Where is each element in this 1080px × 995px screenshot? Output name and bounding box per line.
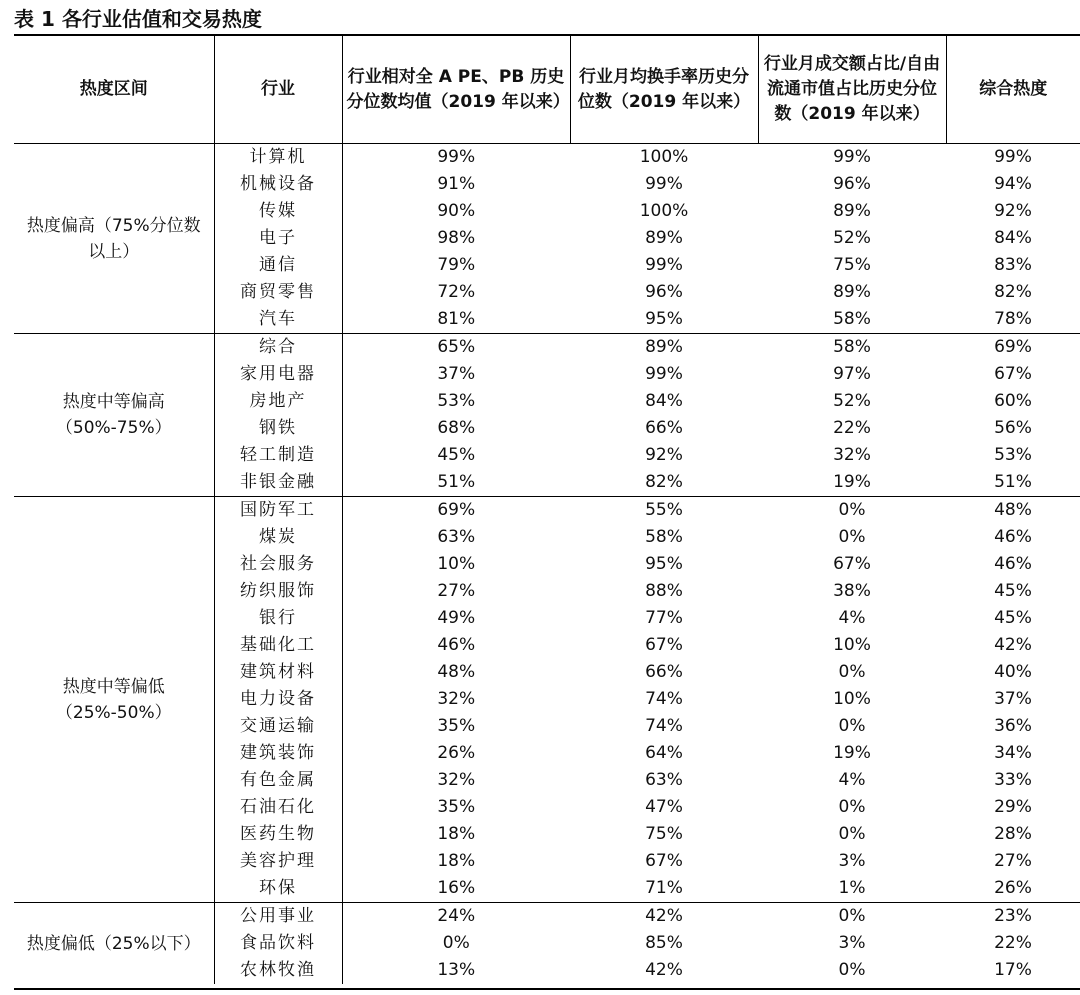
- turnover-cell: 84%: [645, 391, 683, 411]
- valuation-cell: 18%: [437, 824, 476, 844]
- valuation-cell: 46%: [437, 635, 476, 655]
- composite-heat-cell: 28%: [994, 824, 1032, 844]
- turnover-cell: 77%: [645, 608, 683, 628]
- table-row: [14, 497, 1080, 525]
- valuation-cell: 68%: [437, 418, 476, 438]
- industry-cell: 综合: [214, 334, 342, 362]
- valuation-cell: 24%: [342, 903, 570, 931]
- turnover-cell: 64%: [645, 743, 683, 763]
- volume-share-cell: 0%: [838, 716, 866, 736]
- industry-cell: 传媒: [214, 198, 342, 225]
- industry-cell: 建筑装饰: [214, 740, 342, 767]
- turnover-cell: 85%: [645, 933, 683, 953]
- industry-cell: 社会服务: [214, 551, 342, 578]
- turnover-cell: 71%: [645, 878, 683, 898]
- valuation-cell: 32%: [437, 689, 476, 709]
- header-turnover-percentile: 行业月均换手率历史分位数（2019 年以来）: [570, 36, 758, 144]
- valuation-cell: 27%: [437, 581, 476, 601]
- volume-share-cell: 1%: [838, 878, 866, 898]
- industry-cell: 轻工制造: [214, 442, 342, 469]
- industry-cell: 银行: [214, 605, 342, 632]
- industry-cell: 钢铁: [214, 415, 342, 442]
- volume-share-cell: 3%: [838, 851, 866, 871]
- industry-cell: 电力设备: [214, 686, 342, 713]
- industry-cell: 环保: [214, 875, 342, 903]
- industry-cell: 美容护理: [214, 848, 342, 875]
- volume-share-cell: 4%: [838, 608, 866, 628]
- composite-heat-cell: 51%: [994, 472, 1032, 492]
- industry-cell: 医药生物: [214, 821, 342, 848]
- volume-share-cell: 97%: [833, 364, 871, 384]
- turnover-cell: 92%: [645, 445, 683, 465]
- valuation-cell: 18%: [437, 851, 476, 871]
- turnover-cell: 66%: [645, 662, 683, 682]
- turnover-cell: 89%: [570, 334, 758, 362]
- valuation-cell: 69%: [342, 497, 570, 525]
- valuation-cell: 0%: [442, 933, 470, 953]
- industry-cell: 机械设备: [214, 171, 342, 198]
- bottom-rule: [14, 988, 1080, 990]
- turnover-cell: 89%: [645, 228, 683, 248]
- industry-cell: 煤炭: [214, 524, 342, 551]
- turnover-cell: 74%: [645, 689, 683, 709]
- composite-heat-cell: 45%: [994, 608, 1032, 628]
- valuation-cell: 45%: [437, 445, 476, 465]
- header-row: [14, 36, 1080, 144]
- zone-cell: 热度中等偏低（25%-50%）: [14, 497, 214, 903]
- volume-share-cell: 0%: [758, 903, 946, 931]
- volume-share-cell: 22%: [833, 418, 871, 438]
- volume-share-cell: 19%: [833, 472, 871, 492]
- header-valuation-percentile: 行业相对全 A PE、PB 历史分位数均值（2019 年以来）: [342, 36, 570, 144]
- turnover-cell: 67%: [645, 851, 683, 871]
- zone-cell: 热度偏低（25%以下）: [14, 903, 214, 985]
- composite-heat-cell: 82%: [994, 282, 1032, 302]
- valuation-cell: 13%: [437, 960, 476, 980]
- turnover-cell: 47%: [645, 797, 683, 817]
- industry-cell: 建筑材料: [214, 659, 342, 686]
- header-industry: 行业: [214, 36, 342, 144]
- industry-cell: 家用电器: [214, 361, 342, 388]
- industry-cell: 房地产: [214, 388, 342, 415]
- volume-share-cell: 0%: [758, 497, 946, 525]
- industry-cell: 通信: [214, 252, 342, 279]
- valuation-cell: 26%: [437, 743, 476, 763]
- valuation-cell: 10%: [437, 554, 476, 574]
- volume-share-cell: 96%: [833, 174, 871, 194]
- composite-heat-cell: 22%: [994, 933, 1032, 953]
- header-volume-share-percentile: 行业月成交额占比/自由流通市值占比历史分位数（2019 年以来）: [758, 36, 946, 144]
- volume-share-cell: 0%: [838, 662, 866, 682]
- zone-cell: 热度中等偏高（50%-75%）: [14, 334, 214, 497]
- composite-heat-cell: 60%: [994, 391, 1032, 411]
- table-row: [14, 144, 1080, 172]
- valuation-cell: 63%: [437, 527, 476, 547]
- turnover-cell: 82%: [645, 472, 683, 492]
- composite-heat-cell: 48%: [946, 497, 1080, 525]
- valuation-cell: 16%: [437, 878, 476, 898]
- industry-cell: 农林牧渔: [214, 957, 342, 984]
- composite-heat-cell: 37%: [994, 689, 1032, 709]
- industry-cell: 国防军工: [214, 497, 342, 525]
- header-composite-heat: 综合热度: [946, 36, 1080, 144]
- composite-heat-cell: 46%: [994, 527, 1032, 547]
- valuation-cell: 35%: [437, 797, 476, 817]
- composite-heat-cell: 56%: [994, 418, 1032, 438]
- industry-cell: 公用事业: [214, 903, 342, 931]
- composite-heat-cell: 33%: [994, 770, 1032, 790]
- volume-share-cell: 3%: [838, 933, 866, 953]
- valuation-cell: 53%: [437, 391, 476, 411]
- valuation-cell: 65%: [342, 334, 570, 362]
- volume-share-cell: 0%: [838, 960, 866, 980]
- volume-share-cell: 0%: [838, 824, 866, 844]
- turnover-cell: 88%: [645, 581, 683, 601]
- volume-share-cell: 67%: [833, 554, 871, 574]
- valuation-cell: 81%: [437, 309, 476, 329]
- turnover-cell: 74%: [645, 716, 683, 736]
- turnover-cell: 99%: [645, 174, 683, 194]
- valuation-cell: 35%: [437, 716, 476, 736]
- valuation-cell: 79%: [437, 255, 476, 275]
- valuation-cell: 98%: [437, 228, 476, 248]
- turnover-cell: 75%: [645, 824, 683, 844]
- turnover-cell: 95%: [645, 309, 683, 329]
- turnover-cell: 58%: [645, 527, 683, 547]
- volume-share-cell: 0%: [838, 527, 866, 547]
- valuation-cell: 37%: [437, 364, 476, 384]
- industry-cell: 汽车: [214, 306, 342, 334]
- zone-cell: 热度偏高（75%分位数以上）: [14, 144, 214, 334]
- composite-heat-cell: 67%: [994, 364, 1032, 384]
- composite-heat-cell: 26%: [994, 878, 1032, 898]
- composite-heat-cell: 45%: [994, 581, 1032, 601]
- volume-share-cell: 52%: [833, 391, 871, 411]
- volume-share-cell: 19%: [833, 743, 871, 763]
- composite-heat-cell: 29%: [994, 797, 1032, 817]
- volume-share-cell: 52%: [833, 228, 871, 248]
- industry-cell: 石油石化: [214, 794, 342, 821]
- industry-cell: 商贸零售: [214, 279, 342, 306]
- composite-heat-cell: 23%: [946, 903, 1080, 931]
- valuation-cell: 91%: [437, 174, 476, 194]
- composite-heat-cell: 42%: [994, 635, 1032, 655]
- industry-cell: 有色金属: [214, 767, 342, 794]
- industry-cell: 交通运输: [214, 713, 342, 740]
- turnover-cell: 42%: [570, 903, 758, 931]
- volume-share-cell: 4%: [838, 770, 866, 790]
- industry-cell: 食品饮料: [214, 930, 342, 957]
- header-zone: 热度区间: [14, 36, 214, 144]
- valuation-cell: 32%: [437, 770, 476, 790]
- industry-cell: 电子: [214, 225, 342, 252]
- composite-heat-cell: 78%: [994, 309, 1032, 329]
- turnover-cell: 42%: [645, 960, 683, 980]
- volume-share-cell: 75%: [833, 255, 871, 275]
- valuation-cell: 48%: [437, 662, 476, 682]
- volume-share-cell: 32%: [833, 445, 871, 465]
- table-title: 表 1 各行业估值和交易热度: [14, 7, 262, 31]
- table-row: [14, 334, 1080, 362]
- volume-share-cell: 58%: [833, 309, 871, 329]
- valuation-cell: 99%: [342, 144, 570, 172]
- industry-cell: 非银金融: [214, 469, 342, 497]
- composite-heat-cell: 84%: [994, 228, 1032, 248]
- composite-heat-cell: 69%: [946, 334, 1080, 362]
- volume-share-cell: 10%: [833, 689, 871, 709]
- valuation-cell: 90%: [437, 201, 476, 221]
- table-row: [14, 903, 1080, 931]
- turnover-cell: 66%: [645, 418, 683, 438]
- heat-table: [14, 36, 1080, 984]
- composite-heat-cell: 83%: [994, 255, 1032, 275]
- turnover-cell: 96%: [645, 282, 683, 302]
- composite-heat-cell: 27%: [994, 851, 1032, 871]
- turnover-cell: 100%: [570, 144, 758, 172]
- volume-share-cell: 58%: [758, 334, 946, 362]
- volume-share-cell: 89%: [833, 282, 871, 302]
- industry-cell: 纺织服饰: [214, 578, 342, 605]
- turnover-cell: 55%: [570, 497, 758, 525]
- composite-heat-cell: 36%: [994, 716, 1032, 736]
- composite-heat-cell: 53%: [994, 445, 1032, 465]
- turnover-cell: 95%: [645, 554, 683, 574]
- turnover-cell: 100%: [639, 201, 689, 221]
- volume-share-cell: 99%: [758, 144, 946, 172]
- valuation-cell: 49%: [437, 608, 476, 628]
- composite-heat-cell: 92%: [994, 201, 1032, 221]
- composite-heat-cell: 17%: [994, 960, 1032, 980]
- composite-heat-cell: 34%: [994, 743, 1032, 763]
- industry-cell: 基础化工: [214, 632, 342, 659]
- industry-cell: 计算机: [214, 144, 342, 172]
- valuation-cell: 72%: [437, 282, 476, 302]
- turnover-cell: 67%: [645, 635, 683, 655]
- turnover-cell: 63%: [645, 770, 683, 790]
- composite-heat-cell: 40%: [994, 662, 1032, 682]
- turnover-cell: 99%: [645, 255, 683, 275]
- volume-share-cell: 0%: [838, 797, 866, 817]
- volume-share-cell: 10%: [833, 635, 871, 655]
- valuation-cell: 51%: [437, 472, 476, 492]
- turnover-cell: 99%: [645, 364, 683, 384]
- volume-share-cell: 89%: [833, 201, 871, 221]
- composite-heat-cell: 94%: [994, 174, 1032, 194]
- volume-share-cell: 38%: [833, 581, 871, 601]
- composite-heat-cell: 46%: [994, 554, 1032, 574]
- composite-heat-cell: 99%: [946, 144, 1080, 172]
